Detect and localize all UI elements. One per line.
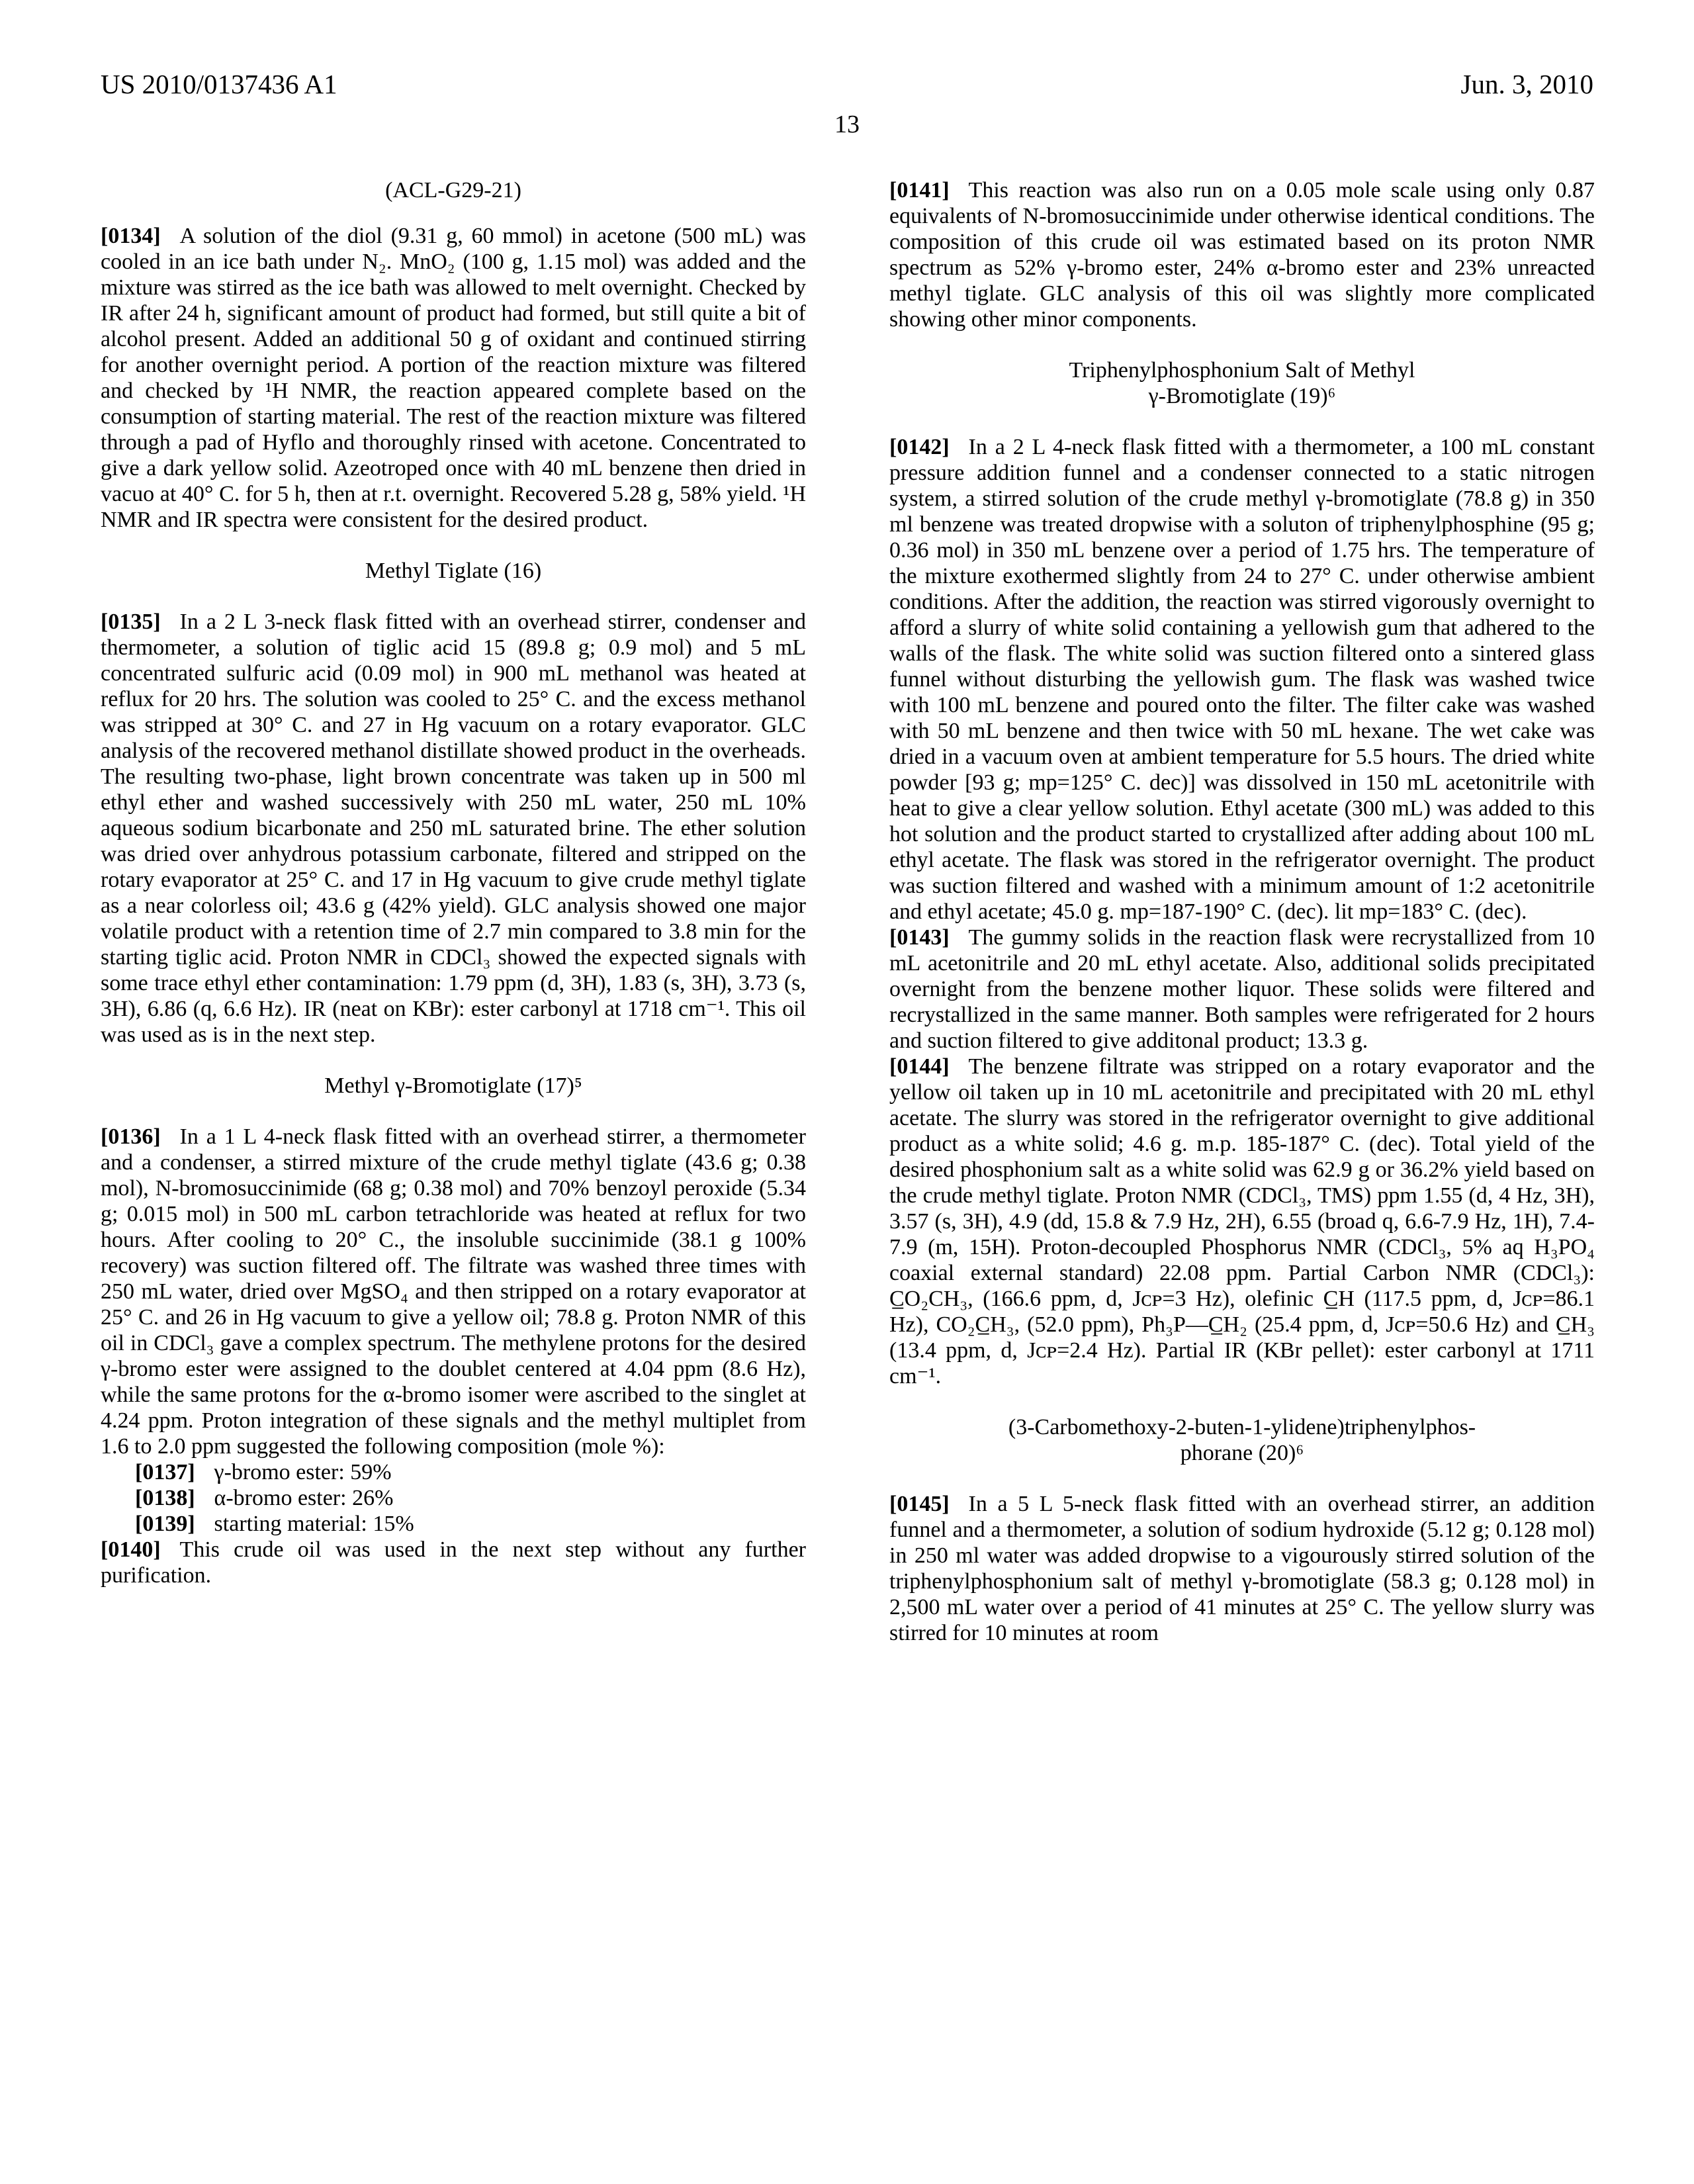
paragraph-text: A solution of the diol (9.31 g, 60 mmol) in acetone (500 mL) was cooled in an ice bath under N₂. MnO₂ (100 g, 1.15 mol) was added and the mixture was stirred as the ice bath was allowed to melt overnight. Checked by IR after 24 h, significant amount of product had formed, but still quite a bit of alcohol present. Added an additional 50 g of oxidant and continued stirring for another overnight period. A portion of the reaction mixture was filtered and checked by ¹H NMR, the reaction appeared complete based on the consumption of starting material. The rest of the reaction mixture was filtered through a pad of Hyflo and thoroughly rinsed with acetone. Concentrated to give a dark yellow solid. Azeotroped once with 40 mL benzene then dried in vacuo at 40° C. for 5 h, then at r.t. overnight. Recovered 5.28 g, 58% yield. ¹H NMR and IR spectra were consistent for the desired product. (101, 224, 806, 532)
paragraph-number: [0144] (889, 1054, 950, 1079)
paragraph-0141 (889, 177, 1595, 332)
section-heading-methyl-bromotiglate: Methyl γ-Bromotiglate (17)⁵ (324, 1073, 582, 1098)
paragraph-0142 (889, 434, 1595, 925)
list-item-text: α-bromo ester: 26% (214, 1486, 394, 1510)
paragraph-0135 (101, 609, 806, 1048)
two-column-body (101, 177, 1595, 1646)
paragraph-number: [0134] (101, 224, 161, 248)
paragraph-text: The benzene filtrate was stripped on a rotary evaporator and the yellow oil taken up in 10 mL acetonitrile and precipitated with 20 mL ethyl acetate. The slurry was stored in the refrigerator overnight to give additional product as a white solid; 4.6 g. m.p. 185-187° C. (dec). Total yield of the desired phosphonium salt as a white solid was 62.9 g or 36.2% yield based on the crude methyl tiglate. Proton NMR (CDCl₃, TMS) ppm 1.55 (d, 4 Hz, 3H), 3.57 (s, 3H), 4.9 (dd, 15.8 & 7.9 Hz, 2H), 6.55 (broad q, 6.6-7.9 Hz, 1H), 7.4-7.9 (m, 15H). Proton-decoupled Phosphorus NMR (CDCl₃, 5% aq H₃PO₄ coaxial external standard) 22.08 ppm. Partial Carbon NMR (CDCl₃): C̲O₂CH₃, (166.6 ppm, d, Jᴄᴘ=3 Hz), olefinic C̲H (117.5 ppm, d, Jᴄᴘ=86.1 Hz), CO₂C̲H₃, (52.0 ppm), Ph₃P—C̲H₂ (25.4 ppm, d, Jᴄᴘ=50.6 Hz) and C̲H₃ (13.4 ppm, d, Jᴄᴘ=2.4 Hz). Partial IR (KBr pellet): ester carbonyl at 1711 cm⁻¹. (889, 1054, 1595, 1388)
section-heading-methyl-tiglate: Methyl Tiglate (16) (365, 559, 542, 583)
paragraph-0143 (889, 925, 1595, 1054)
right-column (889, 177, 1595, 1646)
paragraph-0134 (101, 223, 806, 533)
paragraph-number: [0137] (135, 1460, 195, 1484)
publication-date: Jun. 3, 2010 (1460, 69, 1593, 99)
paragraph-0140 (101, 1537, 806, 1588)
list-item-0139 (101, 1511, 806, 1537)
paragraph-number: [0145] (889, 1492, 950, 1516)
list-item-0137 (101, 1459, 806, 1485)
page-number: 13 (834, 111, 860, 138)
heading-line-2: γ-Bromotiglate (19)⁶ (1148, 384, 1336, 408)
paragraph-number: [0138] (135, 1486, 195, 1510)
list-item-0138 (101, 1485, 806, 1511)
heading-line-2: phorane (20)⁶ (1180, 1441, 1304, 1465)
paragraph-text: This reaction was also run on a 0.05 mole scale using only 0.87 equivalents of N-bromosuccinimide under otherwise identical conditions. The composition of this crude oil was estimated based on its proton NMR spectrum as 52% γ-bromo ester, 24% α-bromo ester and 23% unreacted methyl tiglate. GLC analysis of this oil was slightly more complicated showing other minor components. (889, 178, 1595, 332)
heading-line-1: (3-Carbomethoxy-2-buten-1-ylidene)triphenylphos- (1008, 1415, 1476, 1439)
paragraph-text: In a 1 L 4-neck flask fitted with an overhead stirrer, a thermometer and a condenser, a stirred mixture of the crude methyl tiglate (43.6 g; 0.38 mol), N-bromosuccinimide (68 g; 0.38 mol) and 70% benzoyl peroxide (5.34 g; 0.015 mol) in 500 mL carbon tetrachloride was heated at reflux for two hours. After cooling to 20° C., the insoluble succinimide (38.1 g 100% recovery) was suction filtered off. The filtrate was washed three times with 250 mL water, dried over MgSO₄ and then stripped on a rotary evaporator at 25° C. and 26 in Hg vacuum to give a yellow oil; 78.8 g. Proton NMR of this oil in CDCl₃ gave a complex spectrum. The methylene protons for the desired γ-bromo ester were assigned to the doublet centered at 4.04 ppm (8.6 Hz), while the same protons for the α-bromo isomer were ascribed to the singlet at 4.24 ppm. Proton integration of these signals and the methyl multiplet from 1.6 to 2.0 ppm suggested the following composition (mole %): (101, 1124, 806, 1459)
paragraph-number: [0136] (101, 1124, 161, 1149)
paragraph-0136 (101, 1124, 806, 1459)
paragraph-text: In a 2 L 3-neck flask fitted with an overhead stirrer, condenser and thermometer, a solution of tiglic acid 15 (89.8 g; 0.9 mol) and 5 mL concentrated sulfuric acid (0.09 mol) in 900 mL methanol was heated at reflux for 20 hrs. The solution was cooled to 25° C. and the excess methanol was stripped at 30° C. and 27 in Hg vacuum on a rotary evaporator. GLC analysis of the recovered methanol distillate showed product in the overheads. The resulting two-phase, light brown concentrate was taken up in 500 ml ethyl ether and washed successively with 250 mL water, 250 mL 10% aqueous sodium bicarbonate and 250 mL saturated brine. The ether solution was dried over anhydrous potassium carbonate, filtered and stripped on the rotary evaporator at 25° C. and 17 in Hg vacuum to give crude methyl tiglate as a near colorless oil; 43.6 g (42% yield). GLC analysis showed one major volatile product with a retention time of 2.7 min compared to 3.8 min for the starting tiglic acid. Proton NMR in CDCl₃ showed the expected signals with some trace ethyl ether contamination: 1.79 ppm (d, 3H), 1.83 (s, 3H), 3.73 (s, 3H), 6.86 (q, 6.6 Hz). IR (neat on KBr): ester carbonyl at 1718 cm⁻¹. This oil was used as is in the next step. (101, 610, 806, 1047)
left-column (101, 177, 806, 1646)
paragraph-text: In a 5 L 5-neck flask fitted with an overhead stirrer, an addition funnel and a thermometer, a solution of sodium hydroxide (5.12 g; 0.128 mol) in 250 ml water was added dropwise to a vigourously stirred solution of the triphenylphosphonium salt of methyl γ-bromotiglate (58.3 g; 0.128 mol) in 2,500 mL water over a period of 41 minutes at 25° C. The yellow slurry was stirred for 10 minutes at room (889, 1492, 1595, 1645)
paragraph-text: This crude oil was used in the next step without any further purification. (101, 1537, 806, 1588)
section-heading-phosphorane (889, 1414, 1595, 1466)
page-header (101, 69, 1593, 99)
section-heading-phosphonium-salt (889, 357, 1595, 409)
patent-number: US 2010/0137436 A1 (101, 69, 337, 99)
list-item-text: γ-bromo ester: 59% (214, 1460, 392, 1484)
paragraph-number: [0139] (135, 1512, 195, 1536)
paragraph-0144 (889, 1054, 1595, 1389)
section-heading-acl: (ACL-G29-21) (385, 178, 521, 203)
paragraph-number: [0142] (889, 435, 950, 459)
paragraph-number: [0135] (101, 610, 161, 634)
paragraph-text: In a 2 L 4-neck flask fitted with a thermometer, a 100 mL constant pressure addition funnel and a condenser connected to a static nitrogen system, a stirred solution of the crude methyl γ-bromotiglate (78.8 g) in 350 ml benzene was treated dropwise with a soluton of triphenylphosphine (95 g; 0.36 mol) in 350 mL benzene over a period of 1.75 hrs. The temperature of the mixture exothermed slightly from 24 to 27° C. under otherwise ambient conditions. After the addition, the reaction was stirred vigorously overnight to afford a slurry of white solid containing a yellowish gum that adhered to the walls of the flask. The white solid was suction filtered onto a sintered glass funnel without disturbing the yellowish gum. The flask was washed twice with 100 mL benzene and poured onto the filter. The filter cake was washed with 50 mL benzene and then twice with 50 mL hexane. The wet cake was dried in a vacuum oven at ambient temperature for 5.5 hours. The dried white powder [93 g; mp=125° C. dec)] was dissolved in 150 mL acetonitrile with heat to give a clear yellow solution. Ethyl acetate (300 mL) was added to this hot solution and the product started to crystallized after adding about 100 mL ethyl acetate. The flask was stored in the refrigerator overnight. The product was suction filtered and washed with a minimum amount of 1:2 acetonitrile and ethyl acetate; 45.0 g. mp=187-190° C. (dec). lit mp=183° C. (dec). (889, 435, 1595, 924)
list-item-text: starting material: 15% (214, 1512, 414, 1536)
paragraph-text: The gummy solids in the reaction flask were recrystallized from 10 mL acetonitrile and 20 mL ethyl acetate. Also, additional solids precipitated overnight from the benzene mother liquor. These solids were filtered and recrystallized in the same manner. Both samples were refrigerated for 2 hours and suction filtered to give additonal product; 13.3 g. (889, 925, 1595, 1053)
paragraph-number: [0143] (889, 925, 950, 950)
heading-line-1: Triphenylphosphonium Salt of Methyl (1069, 358, 1415, 383)
paragraph-number: [0140] (101, 1537, 161, 1562)
paragraph-number: [0141] (889, 178, 950, 203)
paragraph-0145 (889, 1491, 1595, 1646)
